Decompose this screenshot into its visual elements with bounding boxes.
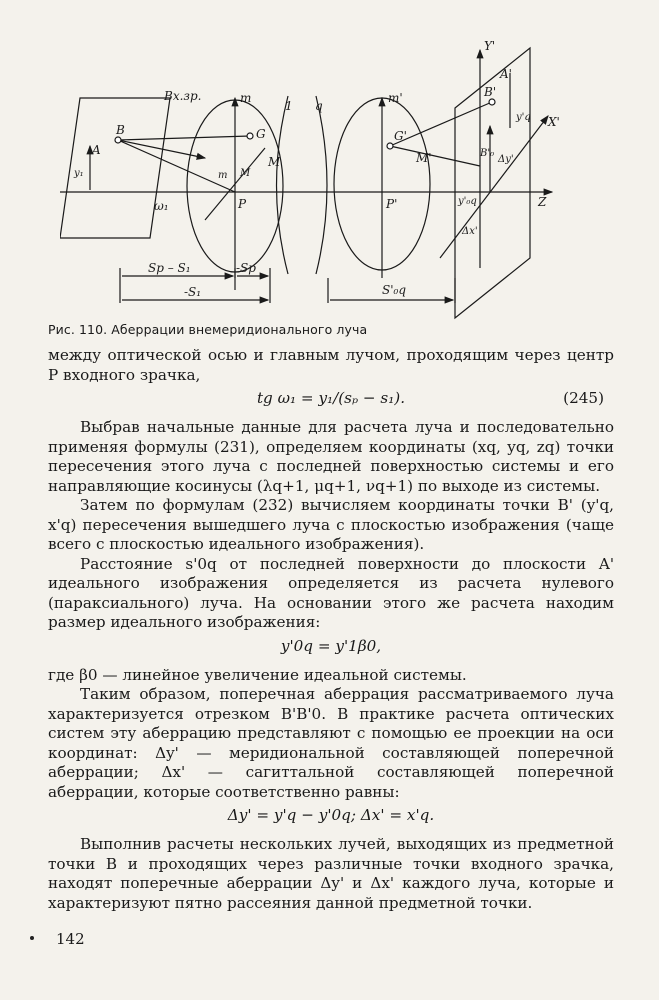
- paragraph-5: где β0 — линейное увеличение идеальной системы.: [48, 665, 467, 684]
- equation-245-formula: tg ω₁ = y₁/(sₚ − s₁).: [256, 389, 406, 407]
- equation-delta: [48, 806, 614, 832]
- figure-caption: Рис. 110. Аберрации внемеридионального луча: [48, 322, 368, 337]
- page-number: 142: [56, 930, 85, 948]
- label-omega1: ω₁: [154, 199, 169, 213]
- label-M-small: M: [240, 168, 251, 179]
- paragraph-1: между оптической осью и главным лучом, проходящим через центр P входного зрачка,: [48, 346, 614, 384]
- margin-dot: [30, 936, 34, 940]
- label-x-prime: X': [548, 115, 560, 129]
- equation-ideal: [48, 637, 614, 663]
- label-B: B: [116, 123, 125, 137]
- label-delta-x: Δx': [462, 226, 478, 237]
- label-yq: y'q: [516, 112, 531, 123]
- label-z: Z: [538, 195, 547, 209]
- label-entrance-pupil: Вх.зр.: [164, 89, 202, 103]
- label-minus-s1: -S₁: [184, 285, 202, 299]
- equation-delta-formula: Δy' = y'q − y'0q; Δx' = x'q.: [227, 806, 435, 824]
- equation-245-number: (245): [563, 389, 604, 407]
- label-minus-sp: -Sp: [236, 261, 256, 275]
- paragraph-7: Выполнив расчеты нескольких лучей, выходящих из предметной точки B и проходящих через различные точки входного зрачка, находят поперечные аберрации Δy' и Δx' каждого луча, которые и характеризуют пятно рассеяния данной предметной точки.: [48, 835, 614, 912]
- label-delta-y: Δy': [498, 154, 514, 165]
- label-B-prime: B': [484, 85, 497, 99]
- label-y1: y₁: [74, 168, 84, 179]
- paragraph-3: Затем по формулам (232) вычисляем координаты точки B' (y'q, x'q) пересечения вышедшего луча с плоскостью изображения (чаще всего с плоскостью идеального изображения).: [48, 496, 614, 553]
- label-A-prime: A': [500, 67, 512, 81]
- label-sp-minus-s1: Sp – S₁: [148, 261, 191, 275]
- paragraph-6: Таким образом, поперечная аберрация рассматриваемого луча характеризуется отрезком B'B'0. В практике расчета оптических систем эту аберрацию представляют с помощью ее проекции на оси координат: Δy' — меридиональной составляющей поперечной аберрации; Δx' — сагиттальной составляющей поперечной аберрации, которые соответственно равны:: [48, 685, 614, 801]
- label-A: A: [92, 143, 101, 157]
- body-text: [48, 346, 614, 913]
- label-G: G: [256, 127, 266, 141]
- label-B0-prime: B'₀: [480, 148, 495, 159]
- equation-245: [48, 389, 614, 415]
- label-P: P: [238, 197, 247, 211]
- label-G-prime: G': [394, 129, 407, 143]
- label-P-prime: P': [386, 197, 398, 211]
- label-s0q: S'₀q: [382, 283, 407, 297]
- label-surface-1: 1: [285, 99, 293, 113]
- paragraph-2: Выбрав начальные данные для расчета луча и последовательно применяя формулы (231), определяем координаты (xq, yq, zq) точки пересечения этого луча с последней поверхностью системы и его направляющие косинусы (λq+1, μq+1, νq+1) по выходе из системы.: [48, 418, 614, 495]
- optical-diagram: [60, 28, 600, 320]
- label-M: M: [268, 155, 281, 169]
- aberration-figure: [60, 28, 600, 320]
- label-surface-q: q: [315, 99, 323, 113]
- surface-1: [277, 96, 289, 274]
- label-M-prime: M': [416, 151, 432, 165]
- label-m-small: m: [218, 170, 228, 181]
- equation-ideal-formula: y'0q = y'1β0,: [280, 636, 382, 655]
- paragraph-4: Расстояние s'0q от последней поверхности до плоскости A' идеального изображения определяется из расчета нулевого (параксиального) луча. На основании этого же расчета находим размер идеального изображения:: [48, 554, 614, 631]
- surface-q: [316, 96, 327, 274]
- label-y-prime: Y': [484, 39, 496, 53]
- label-y0q: y'₀q: [458, 196, 477, 207]
- label-m: m: [240, 91, 252, 105]
- label-m-prime: m': [388, 91, 403, 105]
